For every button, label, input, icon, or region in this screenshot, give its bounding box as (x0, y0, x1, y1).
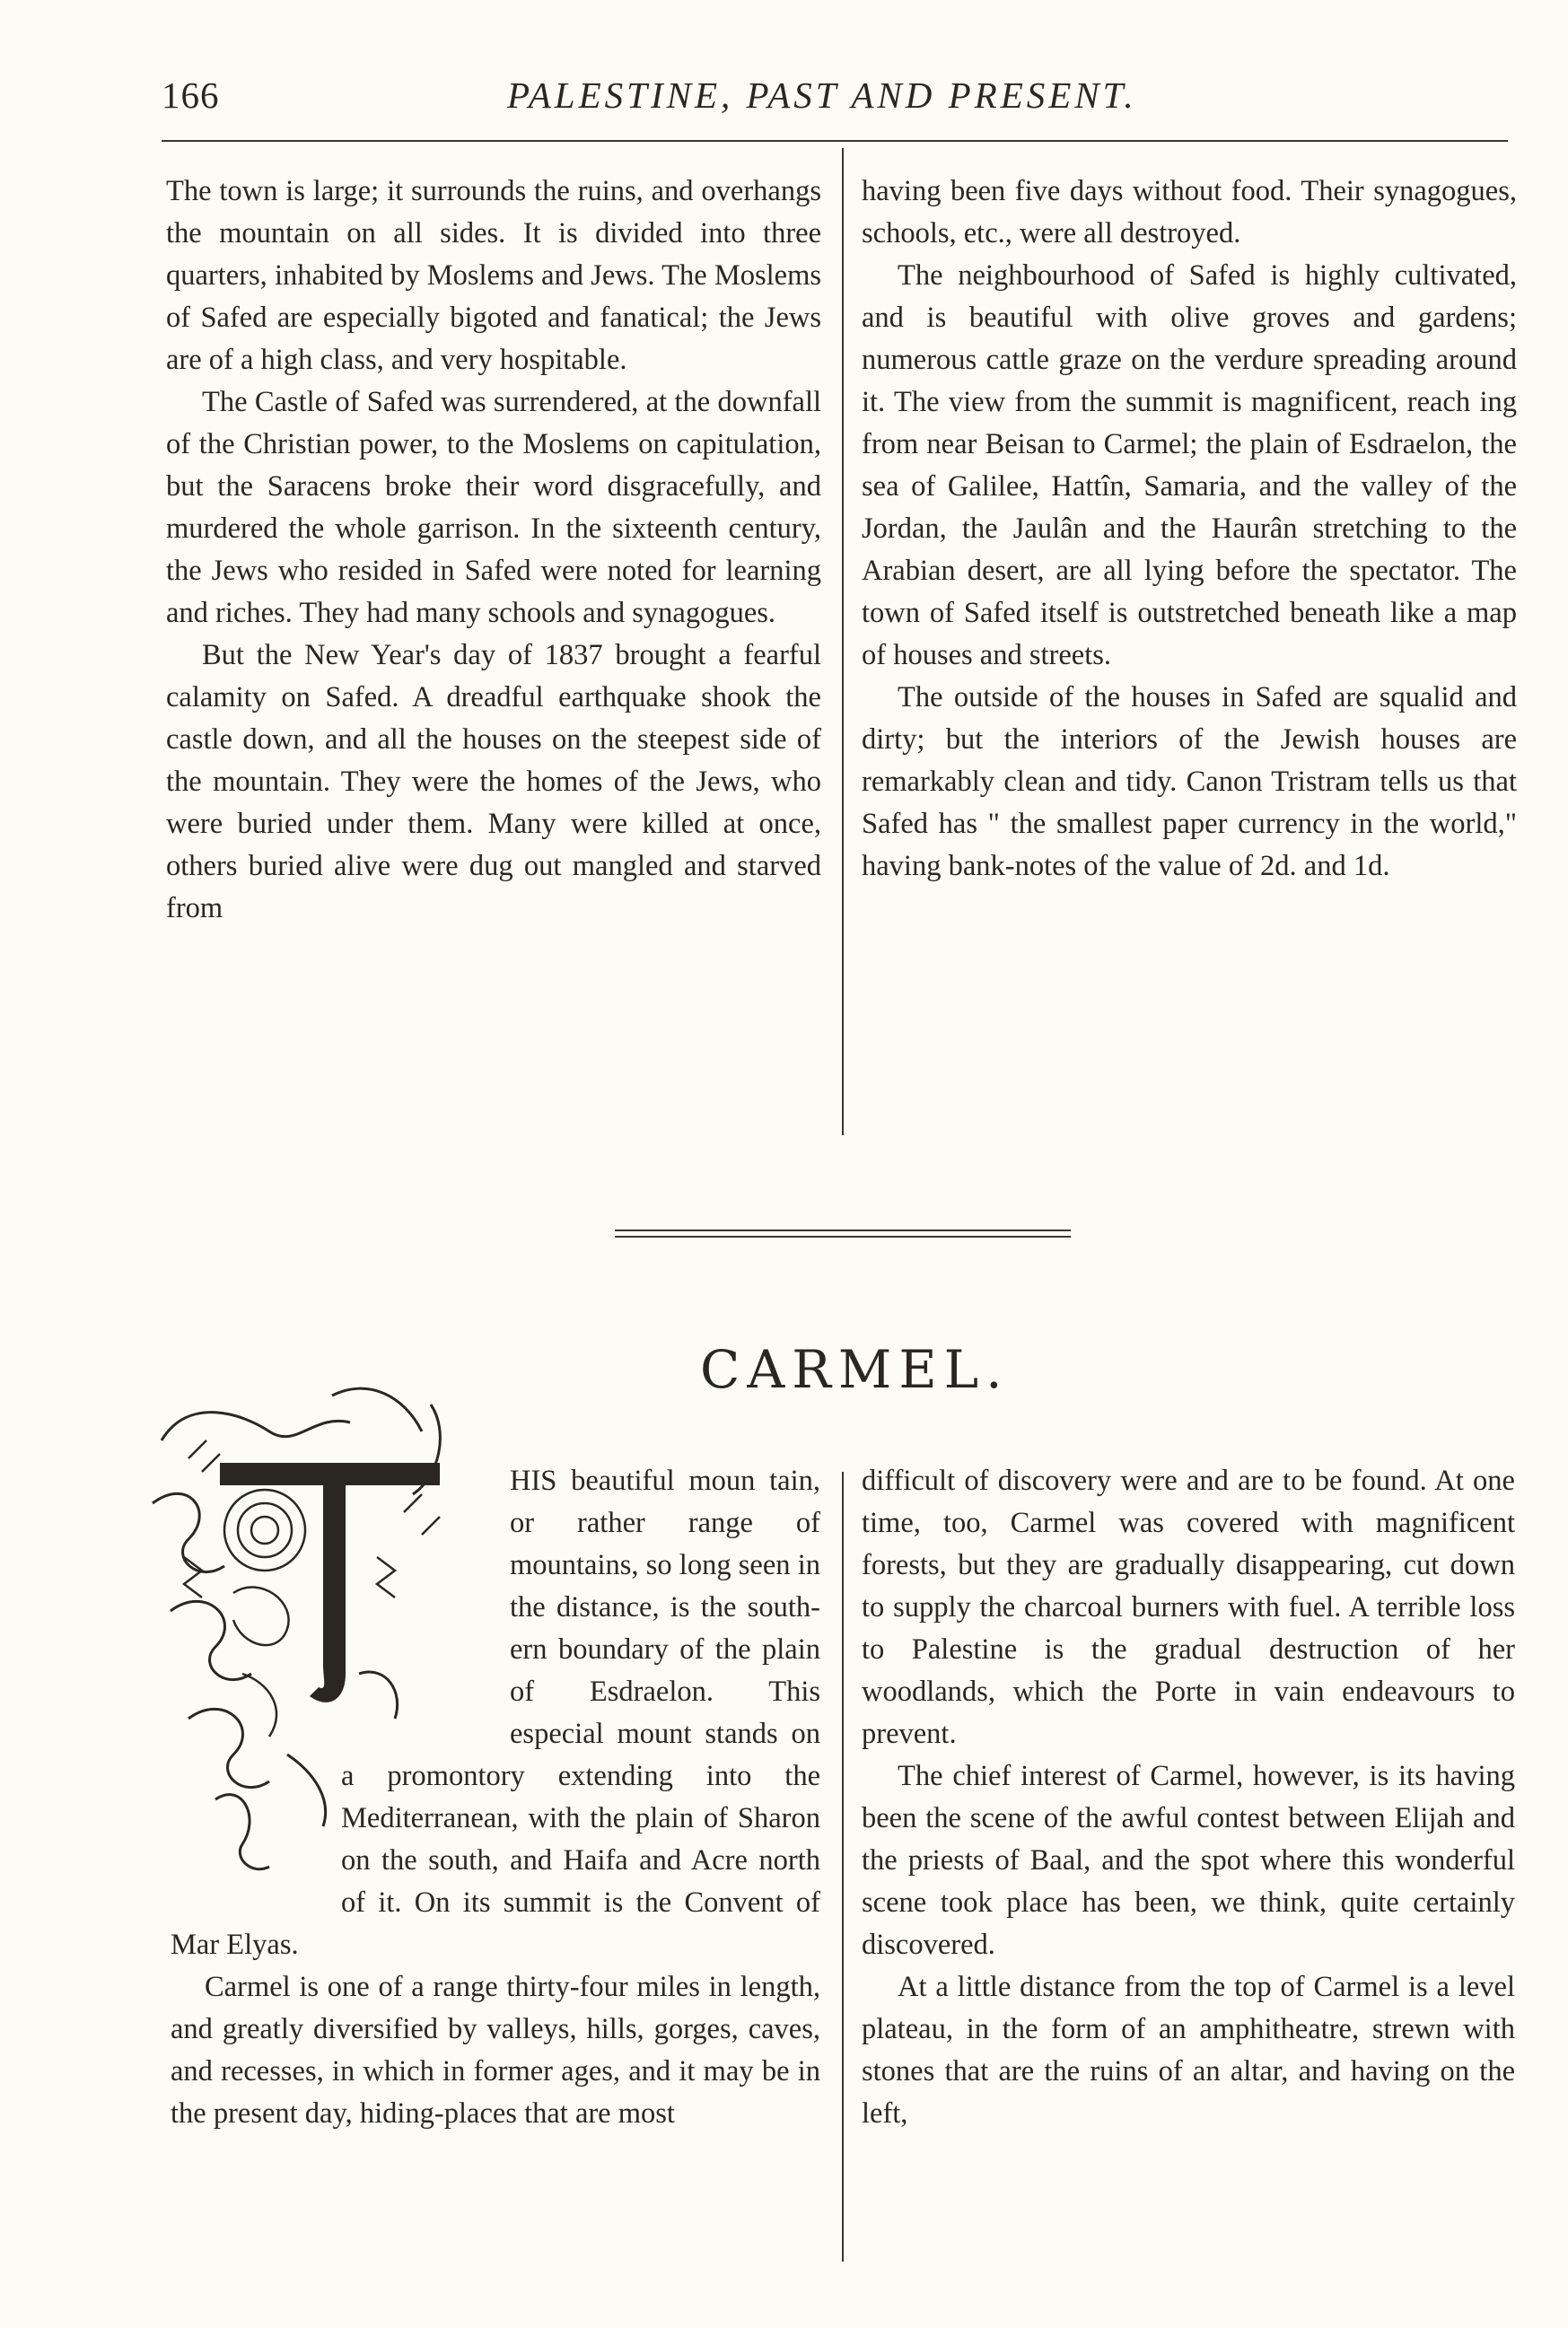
top-right-column (862, 171, 1517, 888)
paragraph: At a little distance from the top of Carmel is a level plateau, in the form of an amphitheatre, strewn with stones that are the ruins of an altar, and having on the left, (862, 1971, 1515, 2130)
column-divider-top (842, 148, 844, 1135)
carmel-right-column (862, 1460, 1515, 2135)
paragraph: difficult of discovery were and are to be found. At one time, too, Carmel was covered with magnificent forests, but they are gradually disappearing, cut down to supply the charcoal burners with fuel. A terrible loss to Palestine is the gradual destruction of her woodlands, which the Porte in vain endeavours to prevent. (862, 1465, 1515, 1750)
running-title: PALESTINE, PAST AND PRESENT. (507, 74, 1137, 116)
drop-cap-space (171, 1460, 503, 1755)
paragraph: The chief interest of Carmel, however, is its having been the scene of the awful contest between Elijah and the priests of Baal, and the spot where this wonderful scene took place has been, we think, quite certainly discovered. (862, 1760, 1515, 1961)
paragraph: The Castle of Safed was surrendered, at the downfall of the Christian power, to the Moslems on capitulation, but the Saracens broke their word disgracefully, and murdered the whole garrison. In the sixteenth century, the Jews who resided in Safed were noted for learning and riches. They had many schools and synagogues. (166, 386, 821, 629)
column-divider-bottom (842, 1472, 844, 2262)
top-left-column (166, 171, 821, 930)
paragraph: The outside of the houses in Safed are squalid and dirty; but the interiors of the Jewish houses are remarkably clean and tidy. Canon Tristram tells us that Safed has " the smallest paper currency in the world," having bank-notes of the value of 2d. and 1d. (862, 681, 1517, 882)
carmel-left-column (171, 1460, 820, 2135)
running-head (162, 74, 1266, 127)
paragraph: HIS beautiful moun tain, or rather range of mountains, so long seen in the distance, is the southern boundary of the plain of Esdraelon. This especial mount stands on a promontory extending into the Mediterranean, with the plain of Sharon on the south, and Haifa and Acre north of it. On its summit is the Convent of Mar Elyas. (171, 1465, 820, 1961)
drop-cap-space (171, 1755, 341, 1923)
page-number: 166 (162, 74, 220, 116)
paragraph: having been five days without food. Their synagogues, schools, etc., were all destroyed. (862, 175, 1517, 249)
paragraph: The neighbourhood of Safed is highly cultivated, and is beautiful with olive groves and gardens; numerous cattle graze on the verdure spreading around it. The view from the summit is magnificent, reach ing from near Beisan to Carmel; the plain of Esdraelon, the sea of Galilee, Hattîn, Samaria, and the valley of the Jordan, the Jaulân and the Haurân stretching to the Arabian desert, are all lying before the spectator. The town of Safed itself is outstretched beneath like a map of houses and streets. (862, 259, 1517, 671)
section-divider-rule (615, 1230, 1071, 1240)
header-rule (162, 140, 1508, 142)
section-title: CARMEL. (700, 1339, 1010, 1400)
paragraph: But the New Year's day of 1837 brought a fearful calamity on Safed. A dreadful earthquake shook the castle down, and all the houses on the steepest side of the mountain. They were the homes of the Jews, who were buried under them. Many were killed at once, others buried alive were dug out mangled and starved from (166, 639, 821, 924)
paragraph: The town is large; it surrounds the ruins, and overhangs the mountain on all sides. It is divided into three quarters, inhabited by Moslems and Jews. The Moslems of Safed are especially bigoted and fanatical; the Jews are of a high class, and very hospitable. (166, 175, 821, 376)
paragraph: Carmel is one of a range thirty-four miles in length, and greatly diversified by valleys, hills, gorges, caves, and recesses, in which in former ages, and it may be in the present day, hiding-places that are most (171, 1971, 820, 2130)
